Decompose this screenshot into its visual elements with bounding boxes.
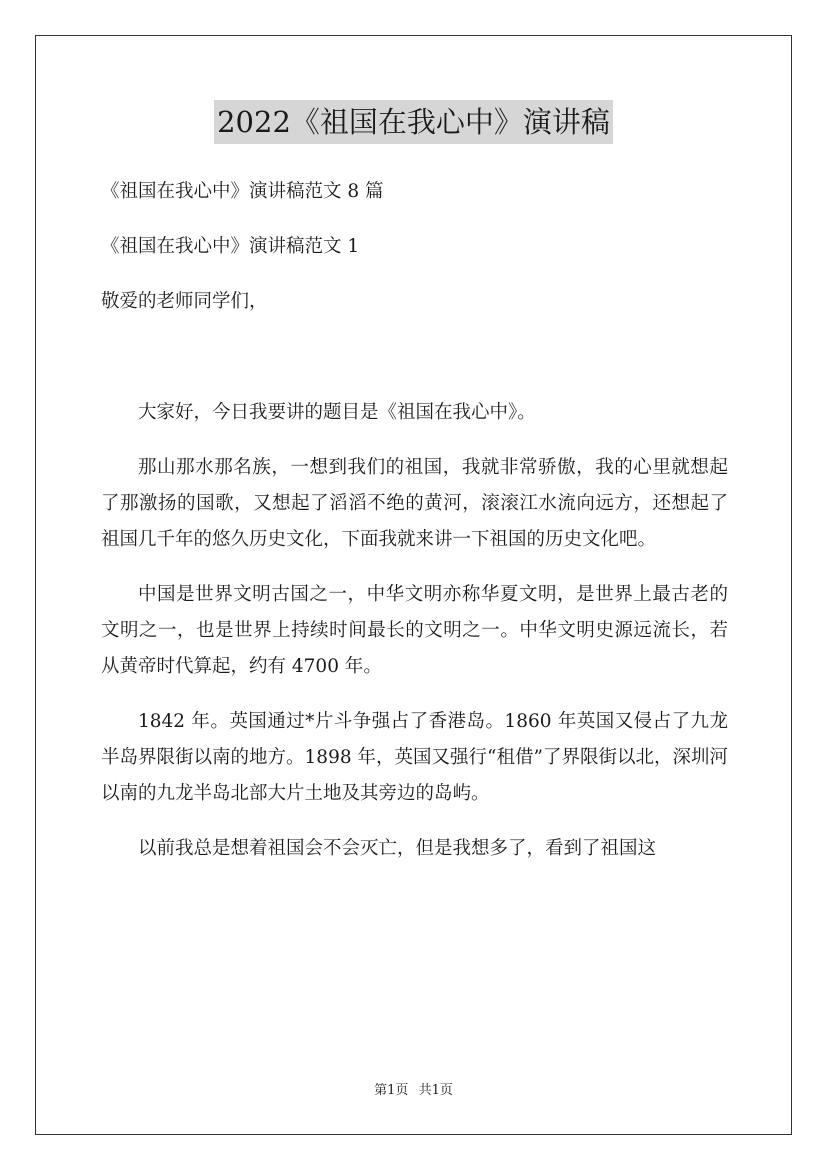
salutation: 敬爱的老师同学们， [101, 291, 268, 312]
document-title [0, 100, 827, 144]
page-number: 第1页 [374, 1083, 409, 1098]
paragraph: 大家好，今日我要讲的题目是《祖国在我心中》。 [138, 402, 536, 423]
subtitle-line: 《祖国在我心中》演讲稿范文 8 篇 [101, 181, 384, 202]
total-pages: 共1页 [418, 1083, 453, 1098]
document-body [101, 174, 728, 886]
subtitle-line: 《祖国在我心中》演讲稿范文 1 [101, 236, 360, 257]
paragraph: 1842 年。英国通过*片斗争强占了香港岛。1860 年英国又侵占了九龙半岛界限街以南的地方。1898 年，英国又强行“租借”了界限街以北，深圳河以南的九龙半岛北部大片土地及其旁边的岛屿。 [101, 711, 728, 804]
paragraph: 以前我总是想着祖国会不会灭亡，但是我想多了，看到了祖国这 [138, 838, 657, 859]
blank-spacer [101, 339, 728, 395]
document-title-text: 2022《祖国在我心中》演讲稿 [214, 100, 613, 144]
paragraph: 中国是世界文明古国之一，中华文明亦称华夏文明，是世界上最古老的文明之一，也是世界上持续时间最长的文明之一。中华文明史源远流长，若从黄帝时代算起，约有 4700 年。 [101, 584, 728, 677]
paragraph: 那山那水那名族，一想到我们的祖国，我就非常骄傲，我的心里就想起了那激扬的国歌，又想起了滔滔不绝的黄河，滚滚江水流向远方，还想起了祖国几千年的悠久历史文化，下面我就来讲一下祖国的历史文化吧。 [101, 457, 728, 550]
page-footer [0, 1082, 827, 1100]
